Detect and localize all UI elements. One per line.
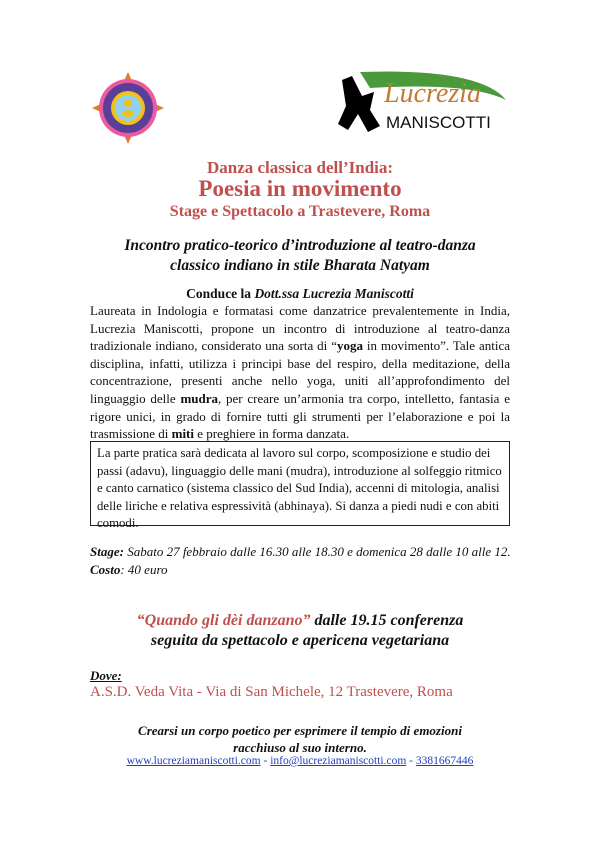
practical-info-box: La parte pratica sarà dedicata al lavoro sul corpo, scomposizione e studio dei passi (adavu), linguaggio delle mani (mudra), introduzione al solfeggio ritmico e canto carnatico (sistema classico del Sud India), accenni di mitologia, analisi delle liriche e relativa espressività (abhinaya). Si danza a piedi nudi e con abiti comodi.	[90, 441, 510, 526]
contact-links: www.lucreziamaniscotti.com - info@lucreziamaniscotti.com - 3381667446	[126, 755, 474, 767]
email-link[interactable]: info@lucreziamaniscotti.com	[270, 755, 407, 767]
closing-statement: Crearsi un corpo poetico per esprimere il tempio di emozioni racchiuso al suo interno.	[138, 723, 462, 755]
event-title: “Quando gli dèi danzano”	[136, 612, 311, 629]
svg-text:Lucrezia: Lucrezia	[384, 78, 481, 109]
svg-text:MANISCOTTI: MANISCOTTI	[386, 113, 491, 132]
location-label: Dove:	[90, 668, 122, 683]
mandala-logo	[90, 70, 166, 146]
schedule: Stage: Sabato 27 febbraio dalle 16.30 alle 18.30 e domenica 28 dalle 10 alle 12. Costo: 40 euro	[90, 544, 511, 577]
bio-paragraph: Laureata in Indologia e formatasi come danzatrice prevalentemente in India, Lucrezia Maniscotti, propone un incontro di introduzione al teatro-danza tradizionale indiano, considerato una sorta di “yoga in movimento”. Tale antica disciplina, infatti, utilizza i principi base del respiro, della meditazione, della concentrazione, presenti anche nello yoga, uniti all’approfondimento del linguaggio delle mudra, per creare un’armonia tra corpo, intelletto, fantasia e rigore unici, in grado di fornire tutti gli strumenti per l’elaborazione e poi la trasmissione di miti e preghiere in forma danzata.	[90, 303, 510, 442]
event-announcement: “Quando gli dèi danzano” dalle 19.15 conferenza seguita da spettacolo e apericena vegetariana	[136, 612, 464, 649]
conductor-line: Conduce la Dott.ssa Lucrezia Maniscotti	[186, 286, 414, 301]
phone-link[interactable]: 3381667446	[415, 755, 474, 767]
title-line1: Danza classica dell’India:	[206, 158, 394, 177]
location-address: A.S.D. Veda Vita - Via di San Michele, 12 Trastevere, Roma	[90, 684, 453, 700]
brand-logo	[330, 70, 510, 140]
conductor-name: Dott.ssa Lucrezia Maniscotti	[254, 286, 414, 301]
page-title: Poesia in movimento	[198, 176, 402, 201]
subtitle: Stage e Spettacolo a Trastevere, Roma	[169, 203, 431, 220]
website-link[interactable]: www.lucreziamaniscotti.com	[126, 755, 261, 767]
intro-text: Incontro pratico-teorico d’introduzione al teatro-danza classico indiano in stile Bharata Natyam	[124, 237, 476, 274]
